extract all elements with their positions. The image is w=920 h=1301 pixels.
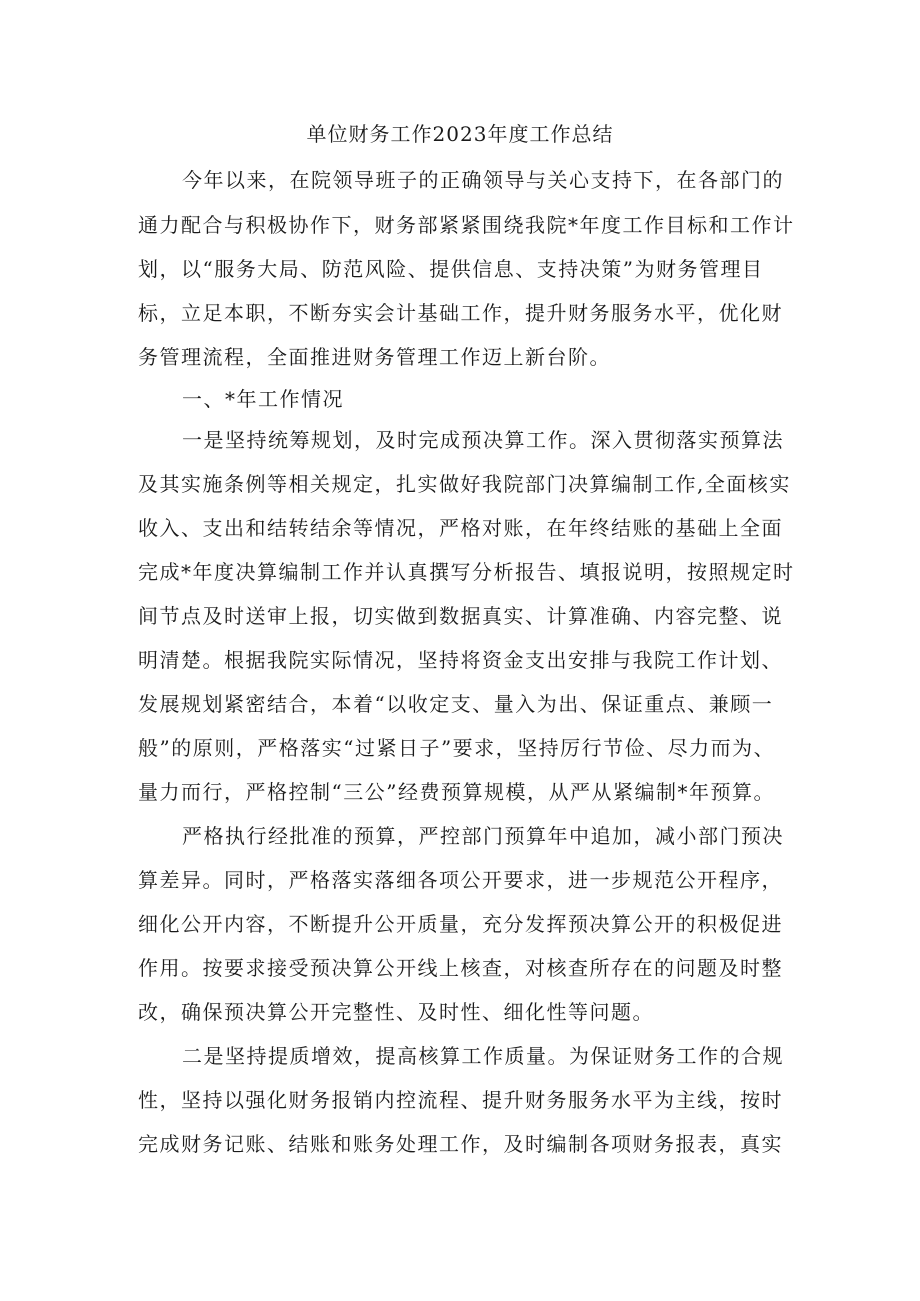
paragraph-line: 间节点及时送审上报，切实做到数据真实、计算准确、内容完整、说 (138, 604, 783, 628)
paragraph-line: 务管理流程，全面推进财务管理工作迈上新台阶。 (138, 345, 611, 369)
paragraph-line: 通力配合与积极协作下，财务部紧紧围绕我院*年度工作目标和工作计 (138, 213, 795, 237)
paragraph-line: 标，立足本职，不断夯实会计基础工作，提升财务服务水平，优化财 (138, 301, 783, 325)
paragraph-line: 二是坚持提质增效，提高核算工作质量。为保证财务工作的合规 (182, 1044, 784, 1068)
paragraph-line: 性，坚持以强化财务报销内控流程、提升财务服务水平为主线，按时 (138, 1088, 783, 1112)
paragraph-line: 收入、支出和结转结余等情况，严格对账，在年终结账的基础上全面 (138, 516, 783, 540)
paragraph-line: 及其实施条例等相关规定，扎实做好我院部门决算编制工作,全面核实 (138, 472, 791, 496)
paragraph-line: 完成*年度决算编制工作并认真撰写分析报告、填报说明，按照规定时 (138, 560, 795, 584)
paragraph-line: 明清楚。根据我院实际情况，坚持将资金支出安排与我院工作计划、 (138, 648, 783, 672)
paragraph-line: 严格执行经批准的预算，严控部门预算年中追加，减小部门预决 (182, 824, 784, 848)
paragraph-line: 今年以来，在院领导班子的正确领导与关心支持下，在各部门的 (182, 168, 784, 192)
paragraph-line: 划，以“服务大局、防范风险、提供信息、支持决策”为财务管理目 (138, 257, 764, 281)
section-heading: 一、*年工作情况 (182, 387, 344, 411)
paragraph-line: 般”的原则，严格落实“过紧日子”要求，坚持厉行节俭、尽力而为、 (138, 736, 776, 760)
paragraph-line: 发展规划紧密结合，本着“以收定支、量入为出、保证重点、兼顾一 (138, 692, 774, 716)
paragraph-line: 细化公开内容，不断提升公开质量，充分发挥预决算公开的积极促进 (138, 912, 783, 936)
document-title: 单位财务工作2023年度工作总结 (306, 122, 614, 146)
paragraph-line: 量力而行，严格控制“三公”经费预算规模，从严从紧编制*年预算。 (138, 780, 775, 804)
paragraph-line: 一是坚持统筹规划，及时完成预决算工作。深入贯彻落实预算法 (182, 428, 784, 452)
paragraph-line: 完成财务记账、结账和账务处理工作，及时编制各项财务报表，真实 (138, 1132, 783, 1156)
paragraph-line: 改，确保预决算公开完整性、及时性、细化性等问题。 (138, 1000, 654, 1024)
paragraph-line: 作用。按要求接受预决算公开线上核查，对核查所存在的问题及时整 (138, 956, 783, 980)
paragraph-line: 算差异。同时，严格落实落细各项公开要求，进一步规范公开程序， (138, 868, 783, 892)
